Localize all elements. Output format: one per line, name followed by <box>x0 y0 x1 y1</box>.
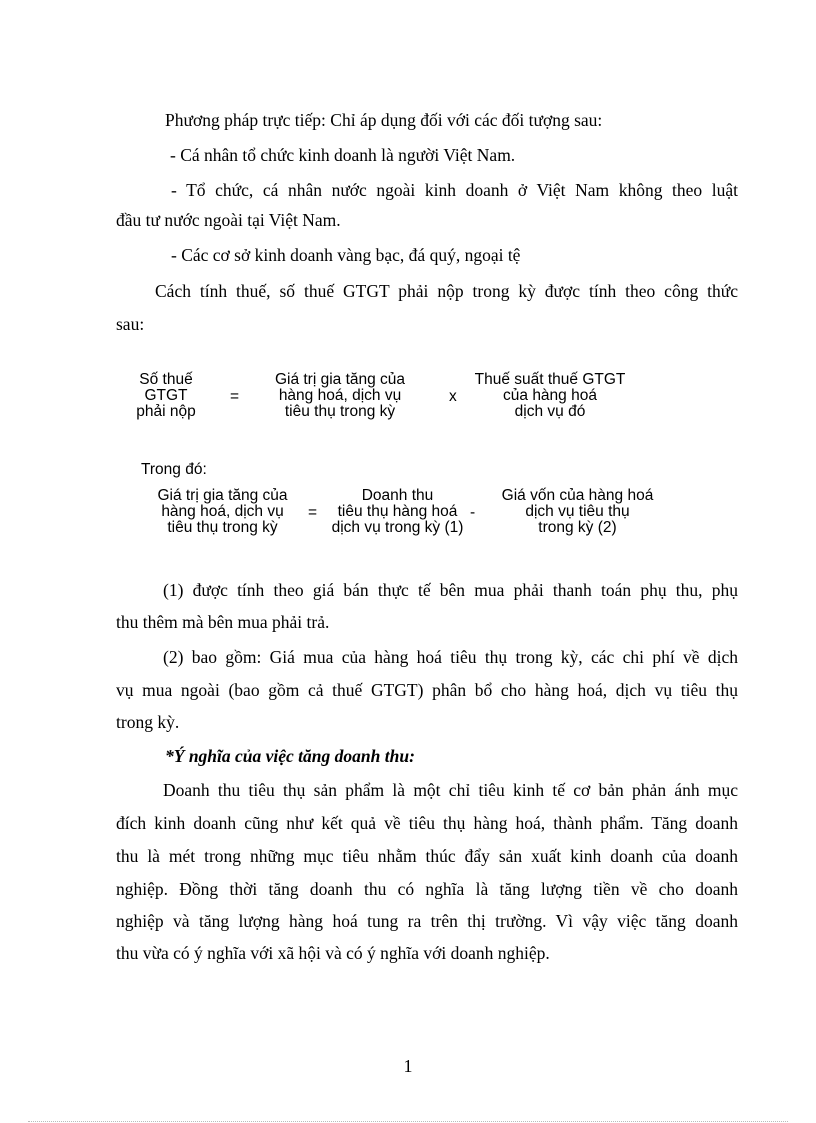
formula2-term2-line: Giá vốn của hàng hoá <box>501 487 654 504</box>
label-trong-do: Trong đó: <box>141 461 207 478</box>
formula1-term1-line: Giá trị gia tăng của <box>274 371 406 388</box>
note1-line2: thu thêm mà bên mua phải trả. <box>116 612 330 632</box>
paragraph-tax-calc-line1: Cách tính thuế, số thuế GTGT phải nộp trong kỳ được tính theo công thức <box>155 281 738 301</box>
bullet-individuals: - Cá nhân tổ chức kinh doanh là người Việt Nam. <box>170 145 516 165</box>
formula2-minus: - <box>470 504 476 521</box>
formula1-lhs-line: Số thuế <box>139 371 193 388</box>
note2-line3: trong kỳ. <box>116 712 180 732</box>
formula2-lhs-line: hàng hoá, dịch vụ <box>161 503 284 520</box>
formula1-term2-line: của hàng hoá <box>503 387 597 404</box>
formula1-term2 <box>460 372 640 420</box>
formula2-term2-line: trong kỳ (2) <box>538 519 617 536</box>
paragraph-revenue-line4: nghiệp. Đồng thời tăng doanh thu có nghĩa là tăng lượng tiền về cho doanh <box>116 879 738 899</box>
bullet-foreign-orgs-line2: đầu tư nước ngoài tại Việt Nam. <box>116 210 341 230</box>
formula2-term2-line: dịch vụ tiêu thụ <box>525 503 630 520</box>
note2-line1: (2) bao gồm: Giá mua của hàng hoá tiêu thụ trong kỳ, các chi phí về dịch <box>163 647 738 667</box>
bullet-gold-silver: - Các cơ sở kinh doanh vàng bạc, đá quý, ngoại tệ <box>171 245 521 265</box>
bullet-foreign-orgs-line1: - Tổ chức, cá nhân nước ngoài kinh doanh ở Việt Nam không theo luật <box>171 180 738 200</box>
section-heading: *Ý nghĩa của việc tăng doanh thu: <box>165 746 415 766</box>
formula1-term2-line: dịch vụ đó <box>514 403 586 420</box>
formula1-lhs <box>108 372 224 420</box>
formula1-term2-line: Thuế suất thuế GTGT <box>474 371 626 388</box>
formula2-lhs <box>140 488 305 536</box>
formula1-multiply: x <box>449 388 457 405</box>
paragraph-revenue-line5: nghiệp và tăng lượng hàng hoá tung ra trên thị trường. Vì vậy việc tăng doanh <box>116 911 738 931</box>
paragraph-direct-method: Phương pháp trực tiếp: Chỉ áp dụng đối với các đối tượng sau: <box>165 110 603 130</box>
paragraph-revenue-line6: thu vừa có ý nghĩa với xã hội và có ý nghĩa với doanh nghiệp. <box>116 943 550 963</box>
page-bottom-divider <box>28 1121 788 1122</box>
paragraph-revenue-line3: thu là mét trong những mục tiêu nhằm thúc đẩy sản xuất kinh doanh của doanh <box>116 846 738 866</box>
note1-line1: (1) được tính theo giá bán thực tế bên mua phải thanh toán phụ thu, phụ <box>163 580 738 600</box>
formula1-term1 <box>255 372 425 420</box>
formula1-term1-line: hàng hoá, dịch vụ <box>278 387 402 404</box>
page-number: 1 <box>403 1056 413 1076</box>
note2-line2: vụ mua ngoài (bao gồm cả thuế GTGT) phân bổ cho hàng hoá, dịch vụ tiêu thụ <box>116 680 738 700</box>
formula2-lhs-line: tiêu thụ trong kỳ <box>167 519 278 536</box>
formula1-lhs-line: phải nộp <box>136 403 196 420</box>
formula1-equals: = <box>230 388 240 405</box>
paragraph-tax-calc-line2: sau: <box>116 314 145 334</box>
formula2-term1 <box>315 488 480 536</box>
formula2-term1-line: dịch vụ trong kỳ (1) <box>331 519 464 536</box>
formula1-term1-line: tiêu thụ trong kỳ <box>284 403 396 420</box>
formula2-equals: = <box>308 504 318 521</box>
formula2-lhs-line: Giá trị gia tăng của <box>157 487 288 504</box>
formula1-lhs-line: GTGT <box>144 387 188 404</box>
formula2-term1-line: Doanh thu <box>361 487 434 504</box>
formula2-term2 <box>485 488 670 536</box>
formula2-term1-line: tiêu thụ hàng hoá <box>337 503 458 520</box>
paragraph-revenue-line2: đích kinh doanh cũng như kết quả về tiêu thụ hàng hoá, thành phẩm. Tăng doanh <box>116 813 738 833</box>
paragraph-revenue-line1: Doanh thu tiêu thụ sản phẩm là một chỉ tiêu kinh tế cơ bản phản ánh mục <box>163 780 738 800</box>
